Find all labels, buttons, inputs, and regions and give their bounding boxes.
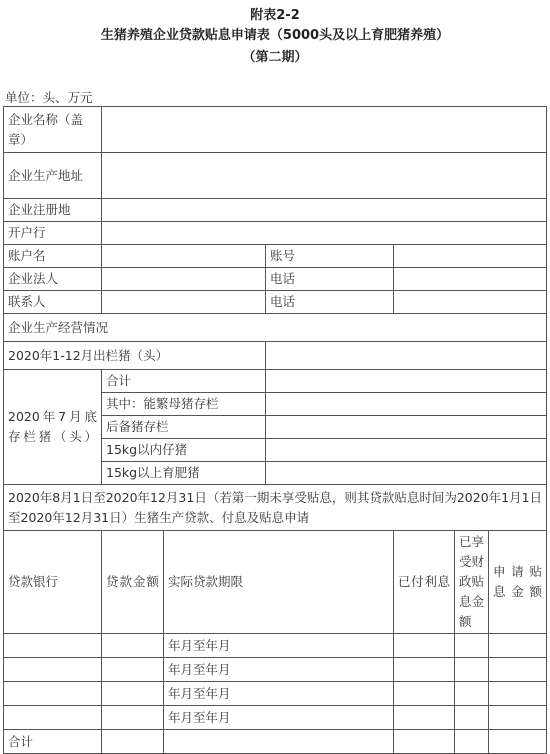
paid-interest-cell[interactable] [394, 706, 455, 730]
account-no-label: 账号 [266, 245, 394, 268]
loan-period-total-cell[interactable] [164, 730, 394, 754]
account-name-cell[interactable] [102, 245, 266, 268]
stock-piglets-cell[interactable] [266, 439, 547, 462]
stock-total-cell[interactable] [266, 370, 547, 393]
paid-interest-total-cell[interactable] [394, 730, 455, 754]
stock-row-total [4, 370, 547, 393]
company-name-cell[interactable] [102, 107, 547, 153]
subsidy-application-table [3, 106, 547, 754]
registered-address-row [4, 199, 547, 222]
loan-amount-cell[interactable] [102, 706, 164, 730]
contact-label: 联系人 [4, 291, 102, 314]
received-subsidy-header: 已享受财政贴息金额 [455, 531, 489, 634]
paid-interest-header: 已付利息 [394, 531, 455, 634]
loan-bank-cell[interactable] [4, 634, 102, 658]
loan-row [4, 682, 547, 706]
applied-subsidy-cell[interactable] [489, 682, 547, 706]
account-name-label: 账户名 [4, 245, 102, 268]
loan-amount-cell[interactable] [102, 682, 164, 706]
paid-interest-cell[interactable] [394, 634, 455, 658]
phone-cell[interactable] [394, 268, 547, 291]
loan-amount-total-cell[interactable] [102, 730, 164, 754]
production-address-cell[interactable] [102, 153, 547, 199]
received-subsidy-total-cell[interactable] [455, 730, 489, 754]
loan-note-row [4, 485, 547, 531]
received-subsidy-cell[interactable] [455, 682, 489, 706]
account-row [4, 245, 547, 268]
loan-bank-cell[interactable] [4, 658, 102, 682]
loan-amount-header: 贷款金额 [102, 531, 164, 634]
bank-label: 开户行 [4, 222, 102, 245]
slaughter-label: 2020年1-12月出栏猪（头） [4, 342, 266, 370]
loan-period-header: 实际贷款期限 [164, 531, 394, 634]
loan-period-cell[interactable]: 年月至年月 [164, 658, 394, 682]
paid-interest-cell[interactable] [394, 682, 455, 706]
account-no-cell[interactable] [394, 245, 547, 268]
stock-item-total: 合计 [102, 370, 266, 393]
slaughter-row [4, 342, 547, 370]
received-subsidy-cell[interactable] [455, 706, 489, 730]
form-period: （第二期） [242, 50, 308, 65]
loan-period-cell[interactable]: 年月至年月 [164, 634, 394, 658]
production-address-label: 企业生产地址 [4, 153, 102, 199]
applied-subsidy-cell[interactable] [489, 634, 547, 658]
attachment-label: 附表2-2 [250, 8, 300, 23]
stock-reserve-cell[interactable] [266, 416, 547, 439]
loan-bank-cell[interactable] [4, 706, 102, 730]
loan-amount-cell[interactable] [102, 658, 164, 682]
legal-person-cell[interactable] [102, 268, 266, 291]
phone2-label: 电话 [266, 291, 394, 314]
stock-sows-cell[interactable] [266, 393, 547, 416]
contact-cell[interactable] [102, 291, 266, 314]
stock-item-fattening: 15kg以上育肥猪 [102, 462, 266, 485]
loan-row [4, 706, 547, 730]
loan-period-cell[interactable]: 年月至年月 [164, 706, 394, 730]
unit-label: 单位：头、万元 [5, 90, 93, 105]
loan-bank-cell[interactable] [4, 682, 102, 706]
registered-address-label: 企业注册地 [4, 199, 102, 222]
phone-label: 电话 [266, 268, 394, 291]
loan-note: 2020年8月1日至2020年12月31日（若第一期未享受贴息，则其贷款贴息时间为2020年1月1日至2020年12月31日）生猪生产贷款、付息及贴息申请 [4, 485, 547, 531]
received-subsidy-cell[interactable] [455, 658, 489, 682]
bank-cell[interactable] [102, 222, 547, 245]
form-title: 生猪养殖企业贷款贴息申请表（5000头及以上育肥猪养殖） [100, 28, 450, 43]
loan-row [4, 658, 547, 682]
legal-person-label: 企业法人 [4, 268, 102, 291]
loan-header-row [4, 531, 547, 634]
paid-interest-cell[interactable] [394, 658, 455, 682]
production-address-row [4, 153, 547, 199]
stock-item-sows: 其中：能繁母猪存栏 [102, 393, 266, 416]
applied-subsidy-cell[interactable] [489, 706, 547, 730]
registered-address-cell[interactable] [102, 199, 547, 222]
legal-person-row [4, 268, 547, 291]
received-subsidy-cell[interactable] [455, 634, 489, 658]
operation-row [4, 314, 547, 342]
loan-total-label: 合计 [4, 730, 102, 754]
slaughter-cell[interactable] [266, 342, 547, 370]
stock-item-piglets: 15kg以内仔猪 [102, 439, 266, 462]
bank-row [4, 222, 547, 245]
company-name-row [4, 107, 547, 153]
loan-amount-cell[interactable] [102, 634, 164, 658]
loan-bank-header: 贷款银行 [4, 531, 102, 634]
stock-fattening-cell[interactable] [266, 462, 547, 485]
applied-subsidy-cell[interactable] [489, 658, 547, 682]
stock-label: 2020年7月底存栏猪（头） [4, 370, 102, 485]
operation-label: 企业生产经营情况 [4, 314, 547, 342]
applied-subsidy-header: 申请贴息金额 [489, 531, 547, 634]
loan-total-row [4, 730, 547, 754]
phone2-cell[interactable] [394, 291, 547, 314]
contact-row [4, 291, 547, 314]
applied-subsidy-total-cell[interactable] [489, 730, 547, 754]
company-name-label: 企业名称（盖章） [4, 107, 102, 153]
loan-row [4, 634, 547, 658]
stock-item-reserve: 后备猪存栏 [102, 416, 266, 439]
loan-period-cell[interactable]: 年月至年月 [164, 682, 394, 706]
